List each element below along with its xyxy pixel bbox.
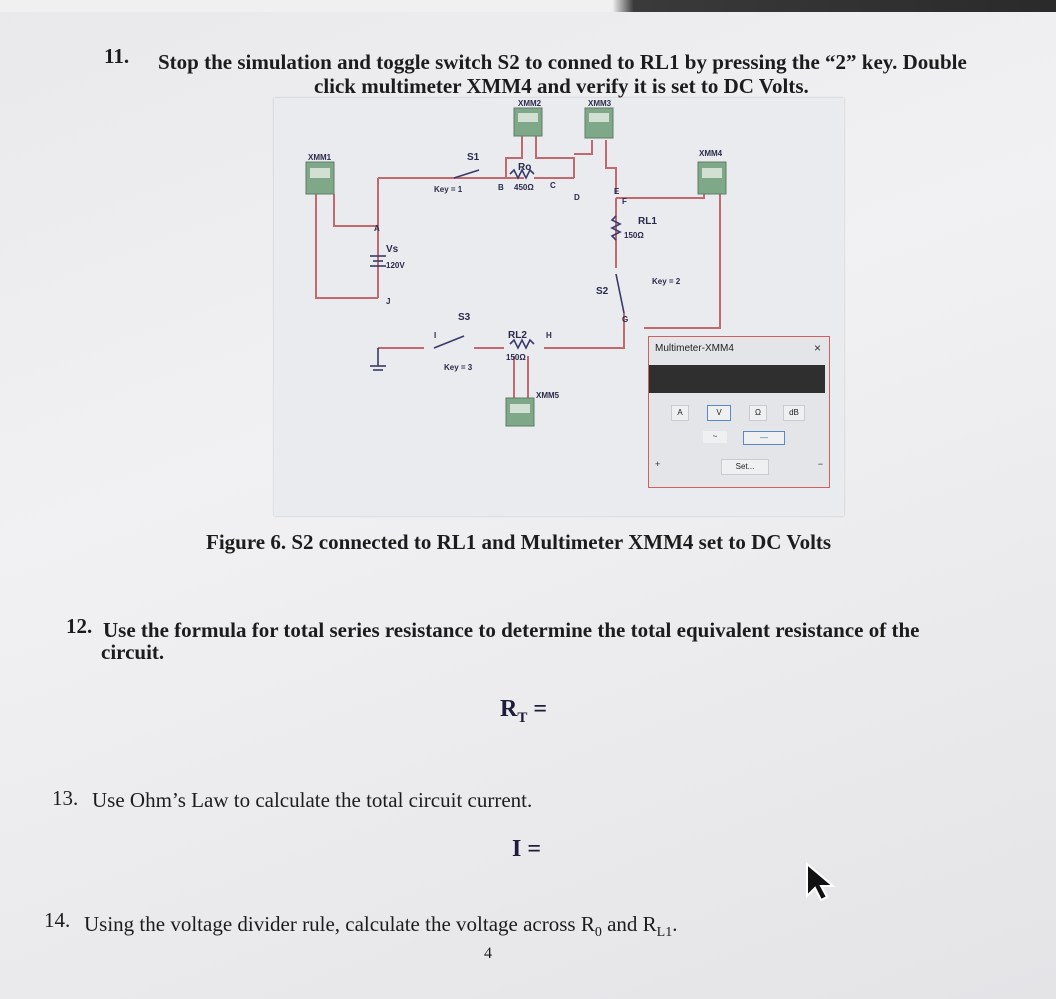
figure-caption: Figure 6. S2 connected to RL1 and Multimeter XMM4 set to DC Volts	[206, 530, 832, 554]
step-13-text: Use Ohm’s Law to calculate the total circuit current.	[92, 788, 533, 812]
mouse-pointer-icon	[803, 862, 837, 907]
label-vs: Vs	[386, 244, 399, 255]
label-ro-value: 450Ω	[514, 183, 534, 192]
step-13-number: 13.	[52, 786, 79, 810]
step-11-line2: click multimeter XMM4 and verify it is set to DC Volts.	[314, 74, 809, 98]
label-s3: S3	[458, 312, 471, 323]
step-14-text: Using the voltage divider rule, calculate the voltage across $R_0$ and $R_{L1}$.	[84, 912, 678, 941]
label-s1: S1	[467, 152, 480, 163]
label-node-h: H	[546, 331, 552, 340]
multimeter-minus-terminal[interactable]: −	[817, 459, 823, 469]
multimeter-db-button[interactable]: dB	[783, 405, 805, 421]
label-node-d: D	[574, 193, 580, 202]
multimeter-close-button[interactable]: ×	[813, 341, 821, 355]
label-node-g: G	[622, 315, 629, 324]
label-node-j: J	[386, 297, 391, 306]
label-s3-key: Key = 3	[444, 363, 473, 372]
multimeter-display	[649, 365, 825, 393]
step-12-line1: Use the formula for total series resistance to determine the total equivalent resistance of the	[103, 618, 920, 642]
multimeter-title: Multimeter-XMM4	[655, 343, 734, 354]
label-s2-key: Key = 2	[652, 277, 681, 286]
multimeter-voltmeter-button[interactable]: V	[707, 405, 731, 421]
label-node-c: C	[550, 181, 556, 190]
label-xmm5: XMM5	[536, 391, 560, 400]
label-vs-value: 120V	[386, 261, 405, 270]
multimeter-plus-terminal[interactable]: +	[655, 459, 661, 469]
step-12-line2: circuit.	[101, 640, 165, 664]
multimeter-ac-button[interactable]: ~	[703, 431, 727, 443]
step-11-number: 11.	[104, 44, 130, 68]
label-node-i: I	[434, 331, 437, 340]
label-rl1-value: 150Ω	[624, 231, 644, 240]
multimeter-ammeter-button[interactable]: A	[671, 405, 689, 421]
page-number: 4	[484, 945, 492, 962]
label-s2: S2	[596, 286, 609, 297]
label-node-a: A	[374, 224, 380, 233]
label-xmm1: XMM1	[308, 153, 332, 162]
rt-formula: $R_T$ =	[500, 696, 548, 726]
label-xmm3: XMM3	[588, 99, 612, 108]
top-edge	[0, 0, 1056, 12]
multimeter-set-button[interactable]: Set...	[721, 459, 769, 475]
multimeter-dc-button[interactable]: —	[743, 431, 785, 445]
step-12-number: 12.	[66, 614, 93, 638]
circuit-figure	[274, 98, 844, 516]
label-ro: Ro	[518, 162, 532, 173]
label-xmm2: XMM2	[518, 99, 542, 108]
label-rl2-value: 150Ω	[506, 353, 526, 362]
label-node-b: B	[498, 183, 504, 192]
multimeter-window[interactable]	[648, 336, 830, 488]
step-11-line1: Stop the simulation and toggle switch S2 to conned to RL1 by pressing the “2” key. Double	[158, 50, 967, 74]
label-rl2: RL2	[508, 330, 527, 341]
step-14-number: 14.	[44, 908, 71, 932]
label-s1-key: Key = 1	[434, 185, 463, 194]
multimeter-ohm-button[interactable]: Ω	[749, 405, 767, 421]
circuit-components	[370, 170, 624, 370]
label-node-f: F	[622, 197, 627, 206]
label-rl1: RL1	[638, 216, 657, 227]
label-xmm4: XMM4	[699, 149, 723, 158]
current-formula: I =	[512, 836, 542, 862]
label-node-e: E	[614, 187, 620, 196]
